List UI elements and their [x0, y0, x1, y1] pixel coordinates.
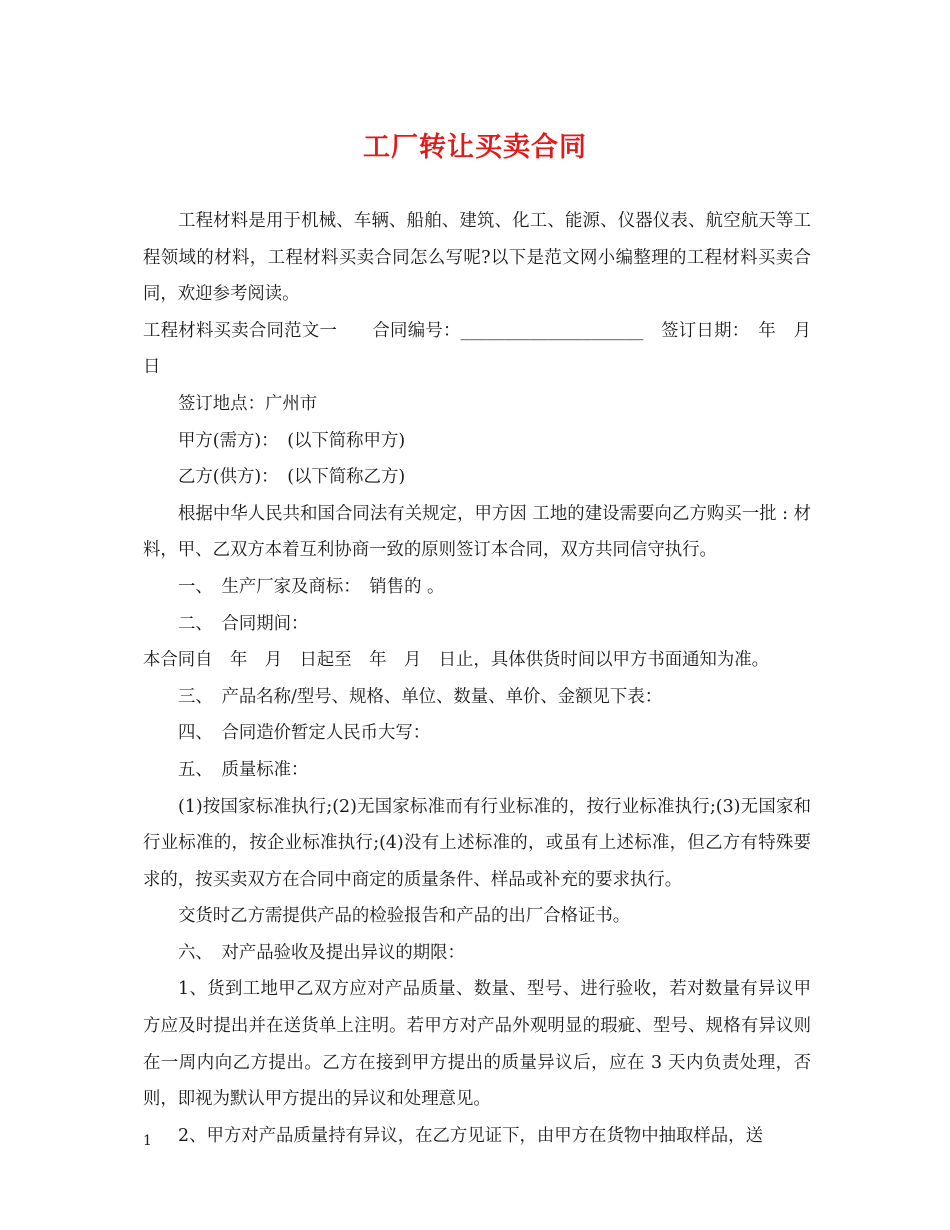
delivery-paragraph: 交货时乙方需提供产品的检验报告和产品的出厂合格证书。 — [178, 906, 631, 927]
legal-basis-paragraph: 根据中华人民共和国合同法有关规定，甲方因 工地的建设需要向乙方购买一批 : 材料，甲、乙双方本着互利协商一致的原则签订本合同，双方共同信守执行。 — [143, 503, 811, 561]
section-2-body: 本合同自 年 月 日起至 年 月 日止，具体供货时间以甲方书面通知为准。 — [143, 650, 770, 671]
contract-header-line: 工程材料买卖合同范文一 合同编号：_____________________ 签订日期： 年 月 日 — [143, 320, 829, 378]
section-6-heading: 六、 对产品验收及提出异议的期限： — [178, 942, 465, 963]
page-number: 1 — [143, 1133, 152, 1149]
document-title: 工厂转让买卖合同 — [363, 132, 587, 163]
section-2-heading: 二、 合同期间： — [178, 613, 309, 634]
section-5-heading: 五、 质量标准： — [178, 759, 309, 780]
section-4: 四、 合同造价暂定人民币大写： — [178, 723, 431, 744]
party-a: 甲方(需方)： (以下简称甲方) — [178, 430, 406, 451]
document-body — [143, 203, 829, 1154]
signing-place: 签订地点：广州市 — [178, 393, 318, 414]
section-5-body: (1)按国家标准执行;(2)无国家标准而有行业标准的，按行业标准执行;(3)无国家和行业标准的，按企业标准执行;(4)没有上述标准的，或虽有上述标准，但乙方有特殊要求的，按买卖双方在合同中商定的质量条件、样品或补充的要求执行。 — [143, 796, 811, 890]
section-3: 三、 产品名称/型号、规格、单位、数量、单价、金额见下表： — [178, 686, 663, 707]
section-6-item-1: 1、货到工地甲乙双方应对产品质量、数量、型号、进行验收，若对数量有异议甲方应及时提出并在送货单上注明。若甲方对产品外观明显的瑕疵、型号、规格有异议则在一周内向乙方提出。乙方在接到甲方提出的质量异议后，应在 3 天内负责处理，否则，即视为默认甲方提出的异议和处理意见。 — [143, 979, 811, 1110]
party-b: 乙方(供方)： (以下简称乙方) — [178, 467, 406, 488]
section-6-item-2: 2、甲方对产品质量持有异议，在乙方见证下，由甲方在货物中抽取样品，送 — [178, 1125, 763, 1146]
section-1: 一、 生产厂家及商标： 销售的 。 — [178, 576, 445, 597]
intro-paragraph: 工程材料是用于机械、车辆、船舶、建筑、化工、能源、仪器仪表、航空航天等工程领域的材料，工程材料买卖合同怎么写呢?以下是范文网小编整理的工程材料买卖合同，欢迎参考阅读。 — [143, 211, 811, 305]
